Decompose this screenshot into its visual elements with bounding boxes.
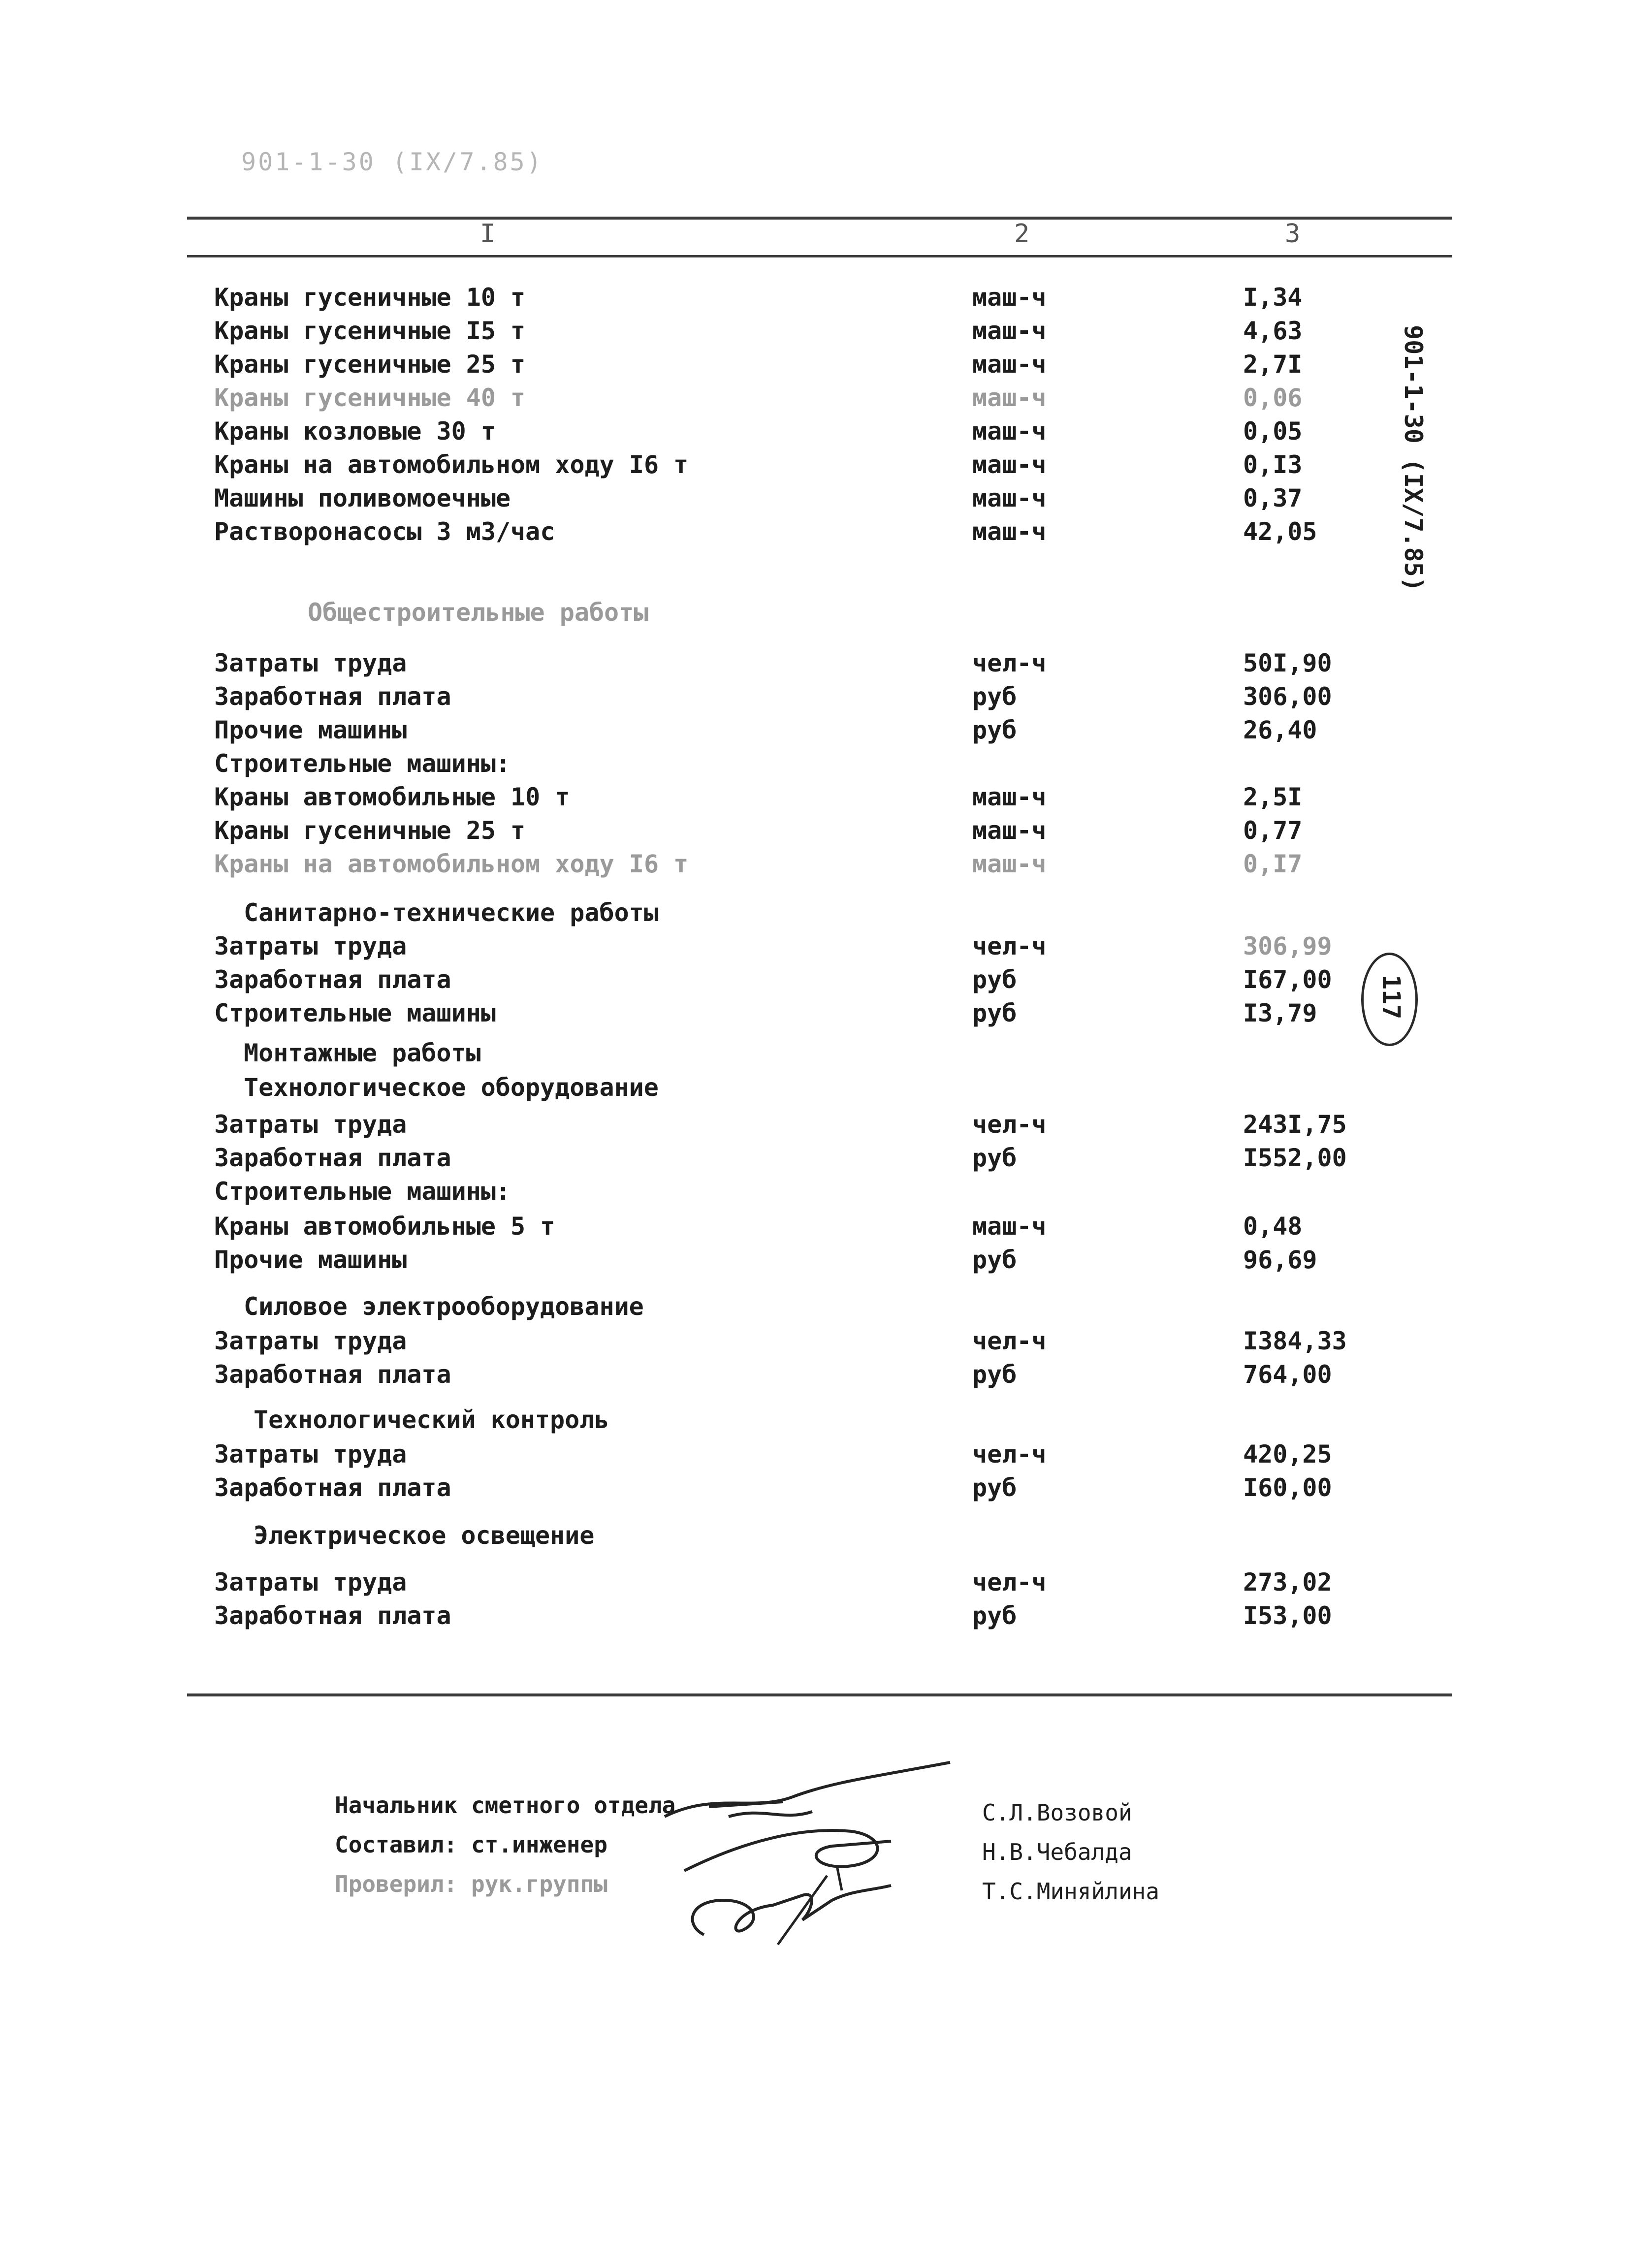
table-row (0, 1212, 1628, 1246)
row-name: Краны гусеничные 10 т (214, 283, 526, 312)
table-row (0, 1601, 1628, 1636)
table-row (0, 517, 1628, 552)
table-bottom-rule (187, 1693, 1452, 1696)
section-heading-lighting: Электрическое освещение (254, 1521, 595, 1550)
table-row (0, 1327, 1628, 1361)
table-row (0, 1568, 1628, 1602)
row-name: Заработная плата (214, 682, 451, 711)
row-unit: чел-ч (972, 649, 1047, 677)
row-name: Затраты труда (214, 649, 407, 677)
row-value: 0,37 (1243, 484, 1303, 512)
row-unit: руб (972, 716, 1017, 744)
row-unit: руб (972, 1473, 1017, 1502)
signature-person-3: Т.С.Миняйлина (982, 1878, 1160, 1905)
row-value: 2,5I (1243, 783, 1303, 811)
table-row (0, 1110, 1628, 1145)
row-name: Строительные машины: (214, 1177, 511, 1206)
row-name: Заработная плата (214, 965, 451, 994)
table-row (0, 749, 1628, 784)
section-heading-mounting: Монтажные работы (244, 1039, 481, 1067)
table-row (0, 1440, 1628, 1474)
row-name: Краны гусеничные 25 т (214, 816, 526, 845)
row-name: Затраты труда (214, 1110, 407, 1139)
row-unit: маш-ч (972, 317, 1047, 345)
row-unit: руб (972, 965, 1017, 994)
side-document-code: 901-1-30 (IX/7.85) (1399, 325, 1428, 592)
row-value: 306,00 (1243, 682, 1332, 711)
row-unit: маш-ч (972, 816, 1047, 845)
row-value: 0,05 (1243, 417, 1303, 446)
column-header-3: 3 (1285, 219, 1301, 249)
row-unit: чел-ч (972, 1327, 1047, 1355)
table-row (0, 649, 1628, 683)
row-value: 0,06 (1243, 383, 1303, 412)
row-unit: маш-ч (972, 484, 1047, 512)
row-name: Краны автомобильные 10 т (214, 783, 570, 811)
signature-stroke-4 (693, 1885, 891, 1935)
table-row (0, 716, 1628, 750)
row-unit: чел-ч (972, 1110, 1047, 1139)
row-value: 0,I3 (1243, 450, 1303, 479)
row-value: 2,7I (1243, 350, 1303, 379)
row-name: Затраты труда (214, 1440, 407, 1469)
row-name: Строительные машины: (214, 749, 511, 778)
row-unit: чел-ч (972, 1440, 1047, 1469)
table-row (0, 383, 1628, 418)
row-unit: руб (972, 1144, 1017, 1172)
document-code-header: 901-1-30 (IX/7.85) (241, 148, 543, 176)
table-row (0, 850, 1628, 884)
row-value: 764,00 (1243, 1360, 1332, 1389)
row-unit: маш-ч (972, 1212, 1047, 1241)
row-value: 4,63 (1243, 317, 1303, 345)
row-value: 0,48 (1243, 1212, 1303, 1241)
table-row (0, 1177, 1628, 1212)
row-value: 243I,75 (1243, 1110, 1347, 1139)
row-name: Заработная плата (214, 1360, 451, 1389)
row-unit: маш-ч (972, 417, 1047, 446)
signature-role-1: Начальник сметного отдела (335, 1792, 676, 1819)
signature-person-1: С.Л.Возовой (982, 1799, 1132, 1826)
signature-person-2: Н.В.Чебалда (982, 1839, 1132, 1865)
row-value: 273,02 (1243, 1568, 1332, 1597)
row-name: Затраты труда (214, 1327, 407, 1355)
column-header-2: 2 (1014, 219, 1030, 249)
row-unit: маш-ч (972, 450, 1047, 479)
row-unit: руб (972, 682, 1017, 711)
page-number-stamp (1361, 953, 1418, 1046)
row-name: Заработная плата (214, 1144, 451, 1172)
section-heading-power: Силовое электрооборудование (244, 1292, 644, 1321)
row-value: 420,25 (1243, 1440, 1332, 1469)
row-unit: руб (972, 1360, 1017, 1389)
table-row (0, 1360, 1628, 1395)
row-name: Краны гусеничные I5 т (214, 317, 526, 345)
row-value: 96,69 (1243, 1246, 1317, 1274)
row-unit: маш-ч (972, 350, 1047, 379)
signature-stroke-3 (684, 1830, 891, 1871)
signature-role-3: Проверил: рук.группы (335, 1871, 607, 1897)
table-row (0, 283, 1628, 318)
row-name: Машины поливомоечные (214, 484, 511, 512)
table-row (0, 484, 1628, 518)
row-name: Растворонасосы 3 м3/час (214, 517, 555, 546)
row-value: 50I,90 (1243, 649, 1332, 677)
row-unit: руб (972, 999, 1017, 1027)
handwritten-signatures (655, 1743, 960, 1949)
row-unit: руб (972, 1246, 1017, 1274)
row-name: Краны автомобильные 5 т (214, 1212, 555, 1241)
row-unit: маш-ч (972, 517, 1047, 546)
row-name: Заработная плата (214, 1473, 451, 1502)
section-heading-sanitary: Санитарно-технические работы (244, 898, 659, 927)
section-heading-general: Общестроительные работы (308, 598, 649, 627)
table-row (0, 783, 1628, 817)
row-unit: чел-ч (972, 932, 1047, 960)
row-unit: маш-ч (972, 283, 1047, 312)
row-name: Краны на автомобильном ходу I6 т (214, 450, 689, 479)
row-value: 0,I7 (1243, 850, 1303, 878)
table-header-rule (187, 255, 1452, 257)
table-row (0, 350, 1628, 384)
row-name: Строительные машины (214, 999, 496, 1027)
signature-role-2: Составил: ст.инженер (335, 1831, 607, 1858)
row-value: I67,00 (1243, 965, 1332, 994)
row-value: 42,05 (1243, 517, 1317, 546)
row-value: 306,99 (1243, 932, 1332, 960)
table-row (0, 816, 1628, 851)
row-name: Краны на автомобильном ходу I6 т (214, 850, 689, 878)
table-row (0, 317, 1628, 351)
table-row (0, 417, 1628, 451)
row-value: I60,00 (1243, 1473, 1332, 1502)
table-row (0, 682, 1628, 717)
row-name: Заработная плата (214, 1601, 451, 1630)
row-name: Затраты труда (214, 932, 407, 960)
page-number: 117 (1377, 975, 1405, 1020)
row-name: Прочие машины (214, 1246, 407, 1274)
table-row (0, 1246, 1628, 1280)
row-value: I53,00 (1243, 1601, 1332, 1630)
row-unit: чел-ч (972, 1568, 1047, 1597)
row-value: 0,77 (1243, 816, 1303, 845)
table-row (0, 1473, 1628, 1508)
section-heading-tech-equipment: Технологическое оборудование (244, 1073, 659, 1102)
row-name: Краны гусеничные 25 т (214, 350, 526, 379)
column-header-1: I (480, 219, 496, 249)
signature-stroke-1 (665, 1762, 950, 1817)
row-name: Краны гусеничные 40 т (214, 383, 526, 412)
row-name: Прочие машины (214, 716, 407, 744)
row-unit: маш-ч (972, 850, 1047, 878)
row-name: Затраты труда (214, 1568, 407, 1597)
section-heading-tech-control: Технологический контроль (254, 1406, 609, 1434)
row-unit: руб (972, 1601, 1017, 1630)
row-value: I384,33 (1243, 1327, 1347, 1355)
row-value: I552,00 (1243, 1144, 1347, 1172)
row-name: Краны козловые 30 т (214, 417, 496, 446)
table-row (0, 450, 1628, 485)
table-row (0, 1144, 1628, 1178)
row-unit: маш-ч (972, 783, 1047, 811)
row-value: 26,40 (1243, 716, 1317, 744)
row-value: I,34 (1243, 283, 1303, 312)
table-top-rule (187, 217, 1452, 220)
row-unit: маш-ч (972, 383, 1047, 412)
row-value: I3,79 (1243, 999, 1317, 1027)
